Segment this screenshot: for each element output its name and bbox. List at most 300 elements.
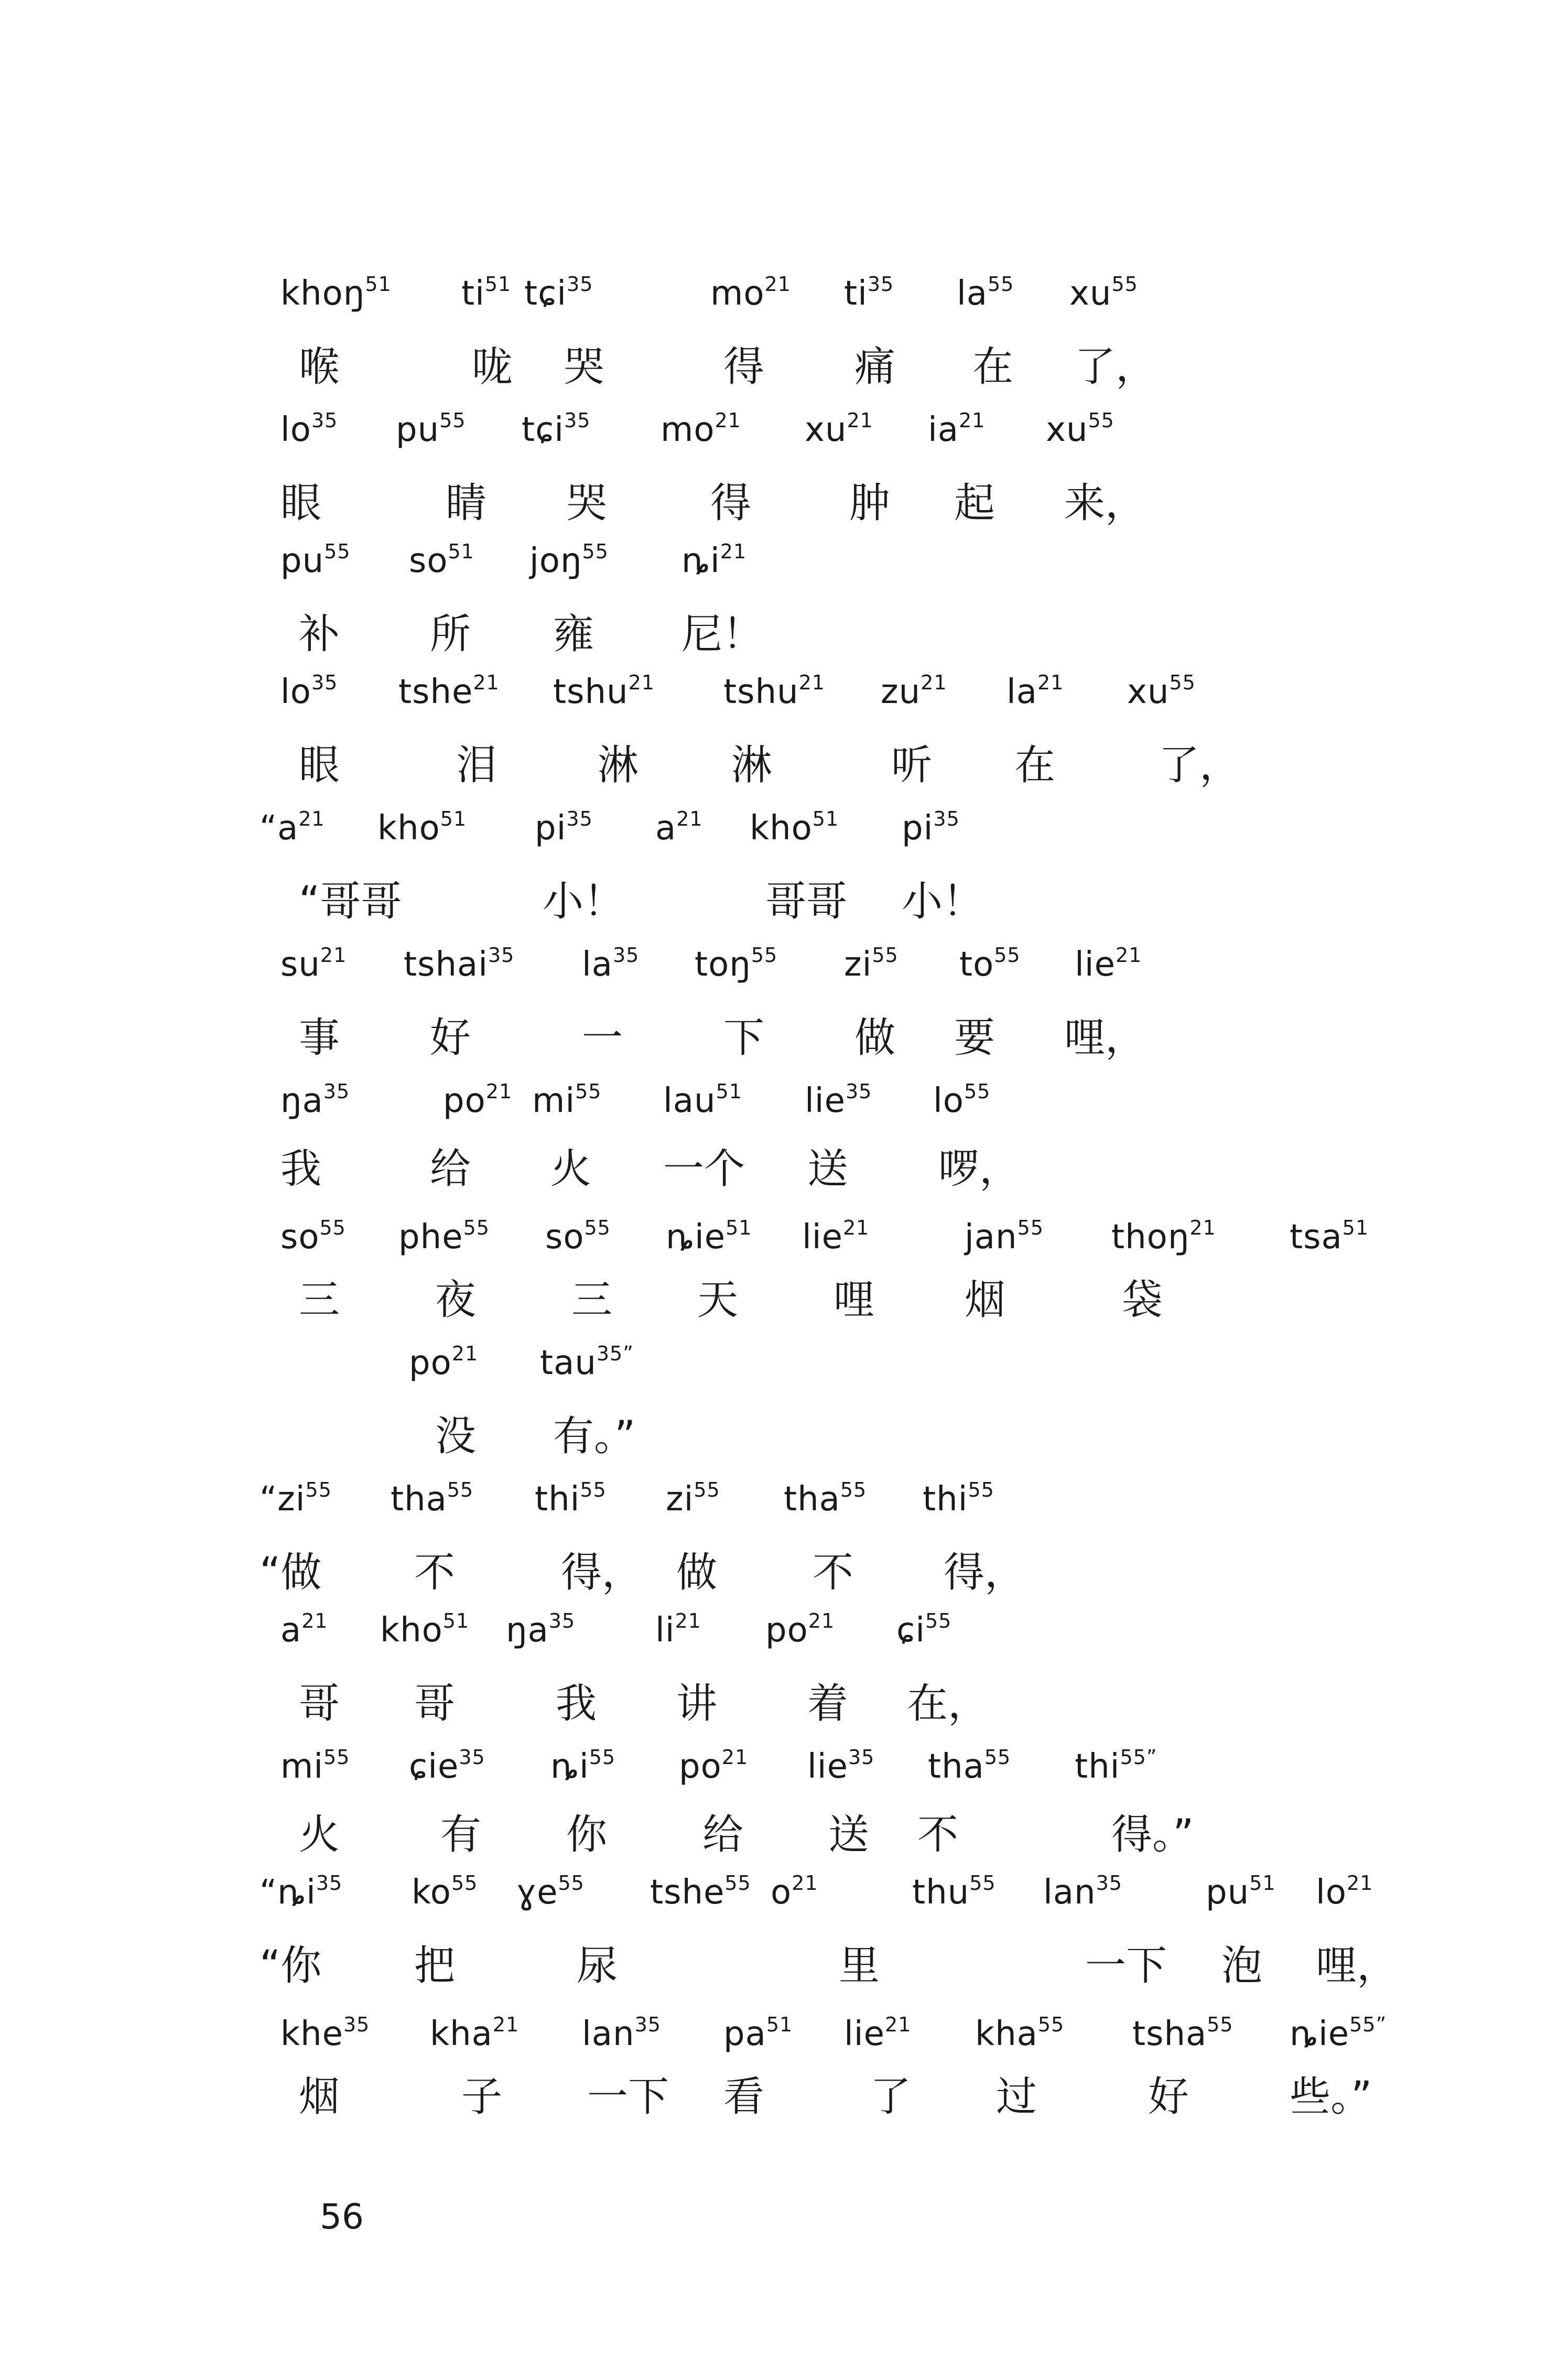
gloss-word: 里 bbox=[839, 1942, 880, 1989]
tone-number: 35 bbox=[343, 2013, 370, 2036]
tone-number: 35 bbox=[316, 1871, 343, 1895]
syllable bbox=[928, 1735, 1011, 1798]
tone-number: 35 bbox=[1096, 1871, 1122, 1895]
gloss-word: 啰， bbox=[938, 1145, 1021, 1193]
romanization-line bbox=[0, 398, 1558, 461]
tone-number: 21 bbox=[473, 671, 500, 694]
chinese-gloss-line bbox=[0, 870, 1558, 933]
gloss-word: 痛 bbox=[854, 343, 896, 391]
syllable bbox=[1075, 933, 1142, 996]
tone-number: 55 bbox=[968, 1478, 994, 1501]
gloss-word: 了， bbox=[1159, 742, 1241, 789]
syllable-text: po bbox=[443, 1081, 486, 1120]
gloss-word: 哩 bbox=[834, 1276, 875, 1324]
syllable-text: so bbox=[545, 1218, 585, 1257]
syllable-text: pi bbox=[535, 809, 567, 848]
syllable bbox=[409, 1332, 478, 1394]
gloss-word: 给 bbox=[430, 1145, 471, 1193]
gloss-word: 哩， bbox=[1064, 1014, 1146, 1062]
gloss-word: 些。” bbox=[1290, 2073, 1372, 2121]
syllable-text: kha bbox=[975, 2015, 1038, 2053]
syllable bbox=[1132, 2003, 1234, 2065]
syllable bbox=[655, 1599, 701, 1662]
syllable-text: mo bbox=[710, 274, 765, 313]
syllable bbox=[750, 797, 839, 860]
gloss-word: 不 bbox=[813, 1549, 854, 1596]
syllable bbox=[1127, 661, 1196, 723]
syllable-text: tshu bbox=[723, 673, 799, 711]
romanization-line bbox=[0, 1861, 1558, 1924]
chinese-gloss-line bbox=[0, 1672, 1558, 1735]
tone-number: 55 bbox=[1088, 409, 1115, 432]
syllable-text: thi bbox=[535, 1480, 580, 1519]
syllable-text: zi bbox=[666, 1480, 694, 1519]
gloss-word: 得 bbox=[723, 343, 765, 391]
gloss-word: “做 bbox=[259, 1549, 322, 1596]
syllable-text: ɕie bbox=[409, 1747, 459, 1786]
gloss-word: 过 bbox=[996, 2073, 1037, 2121]
gloss-word: 要 bbox=[954, 1014, 996, 1062]
gloss-word: 你 bbox=[566, 1811, 608, 1858]
syllable bbox=[280, 2003, 370, 2065]
syllable bbox=[280, 1069, 350, 1132]
gloss-word: 不 bbox=[917, 1811, 959, 1858]
gloss-word: 了， bbox=[1075, 343, 1157, 391]
syllable bbox=[1316, 1861, 1373, 1924]
syllable-text: la bbox=[1007, 673, 1037, 711]
gloss-word: 送 bbox=[807, 1145, 849, 1193]
gloss-word: 睛 bbox=[446, 480, 487, 527]
syllable bbox=[280, 1735, 350, 1798]
tone-number: 55” bbox=[1349, 2013, 1387, 2036]
syllable bbox=[957, 262, 1014, 325]
chinese-gloss-line bbox=[0, 1405, 1558, 1468]
syllable bbox=[881, 661, 947, 723]
syllable-text: la bbox=[582, 945, 613, 984]
tone-number: 35 bbox=[566, 807, 593, 830]
tone-number: 21 bbox=[1189, 1216, 1216, 1239]
tone-number: 55 bbox=[584, 1216, 611, 1239]
syllable bbox=[655, 797, 703, 860]
syllable bbox=[896, 1599, 951, 1662]
syllable bbox=[506, 1599, 575, 1662]
syllable bbox=[582, 2003, 661, 2065]
tone-number: 55 bbox=[575, 1080, 602, 1103]
gloss-word: 一个 bbox=[663, 1145, 745, 1193]
syllable bbox=[412, 1861, 478, 1924]
syllable-text: ȵi bbox=[550, 1747, 589, 1786]
chinese-gloss-line bbox=[0, 1138, 1558, 1200]
syllable bbox=[396, 398, 466, 461]
syllable-text: pu bbox=[280, 542, 324, 580]
syllable bbox=[443, 1069, 512, 1132]
gloss-word: 不 bbox=[414, 1549, 456, 1596]
syllable-text: mo bbox=[661, 410, 715, 449]
gloss-word: 小！ bbox=[902, 878, 984, 925]
gloss-word: 了 bbox=[870, 2073, 912, 2121]
syllable-text: xu bbox=[1127, 673, 1170, 711]
tone-number: 21 bbox=[628, 671, 655, 694]
tone-number: 21 bbox=[921, 671, 947, 694]
syllable bbox=[540, 1332, 634, 1394]
syllable-text: tha bbox=[784, 1480, 840, 1519]
romanization-line bbox=[0, 2003, 1558, 2065]
romanization-line bbox=[0, 1069, 1558, 1132]
syllable bbox=[681, 529, 746, 592]
tone-number: 55 bbox=[988, 273, 1014, 296]
gloss-word: 哩， bbox=[1316, 1942, 1398, 1989]
syllable bbox=[280, 933, 347, 996]
syllable-text: khoŋ bbox=[280, 274, 365, 313]
gloss-word: 起 bbox=[954, 480, 996, 527]
gloss-word: 得， bbox=[944, 1549, 1026, 1596]
tone-number: 35 bbox=[567, 273, 593, 296]
syllable-text: jan bbox=[965, 1218, 1018, 1257]
gloss-word: 得。” bbox=[1111, 1811, 1194, 1858]
gloss-word: 三 bbox=[571, 1276, 613, 1324]
syllable bbox=[723, 2003, 793, 2065]
gloss-word: 补 bbox=[299, 611, 340, 658]
syllable bbox=[679, 1735, 748, 1798]
tone-number: 55 bbox=[964, 1080, 991, 1103]
syllable-text: tshe bbox=[650, 1873, 725, 1912]
syllable-text: zi bbox=[844, 945, 872, 984]
tone-number: 35 bbox=[867, 273, 894, 296]
gloss-word: 喉 bbox=[299, 343, 340, 391]
chinese-gloss-line bbox=[0, 603, 1558, 666]
tone-number: 21 bbox=[1346, 1871, 1373, 1895]
syllable bbox=[784, 1468, 867, 1531]
gloss-word: 在 bbox=[972, 343, 1014, 391]
gloss-word: 看 bbox=[723, 2073, 765, 2121]
chinese-gloss-line bbox=[0, 734, 1558, 797]
syllable bbox=[975, 2003, 1064, 2065]
gloss-word: 泪 bbox=[456, 742, 497, 789]
syllable-text: lie bbox=[802, 1218, 843, 1257]
tone-number: 55 bbox=[1169, 671, 1196, 694]
syllable bbox=[430, 2003, 519, 2065]
syllable-text: so bbox=[280, 1218, 320, 1257]
syllable bbox=[765, 1599, 835, 1662]
syllable bbox=[666, 1206, 752, 1269]
romanization-line bbox=[0, 1735, 1558, 1798]
tone-number: 35 bbox=[548, 1609, 576, 1632]
syllable-text: pu bbox=[1206, 1873, 1250, 1912]
chinese-gloss-line bbox=[0, 472, 1558, 535]
tone-number: 21 bbox=[492, 2013, 520, 2036]
syllable-text: po bbox=[409, 1344, 452, 1382]
tone-number: 51 bbox=[448, 540, 474, 563]
syllable bbox=[461, 262, 511, 325]
romanization-line bbox=[0, 1599, 1558, 1662]
syllable-text: xu bbox=[805, 410, 847, 449]
syllable bbox=[933, 1069, 990, 1132]
syllable-text: tshai bbox=[404, 945, 488, 984]
chinese-gloss-line bbox=[0, 1007, 1558, 1069]
syllable-text: pi bbox=[902, 809, 934, 848]
tone-number: 55” bbox=[1120, 1746, 1157, 1769]
tone-number: 51 bbox=[442, 1609, 470, 1632]
tone-number: 35 bbox=[459, 1746, 485, 1769]
syllable-text: thu bbox=[912, 1873, 970, 1912]
syllable-text: joŋ bbox=[529, 542, 582, 580]
gloss-word: 得 bbox=[710, 480, 752, 527]
tone-number: 21 bbox=[798, 671, 825, 694]
chinese-gloss-line bbox=[0, 336, 1558, 398]
syllable-text: zu bbox=[881, 673, 921, 711]
gloss-word: 所 bbox=[430, 611, 471, 658]
syllable bbox=[723, 661, 825, 723]
syllable bbox=[802, 1206, 869, 1269]
tone-number: 51 bbox=[766, 2013, 793, 2036]
syllable-text: lo bbox=[1316, 1873, 1347, 1912]
gloss-word: 下 bbox=[723, 1014, 765, 1062]
gloss-word: 一下 bbox=[587, 2073, 669, 2121]
tone-number: 55 bbox=[323, 1746, 350, 1769]
syllable bbox=[1290, 1206, 1369, 1269]
tone-number: 55 bbox=[447, 1478, 474, 1501]
syllable-text: su bbox=[280, 945, 320, 984]
gloss-word: 夜 bbox=[435, 1276, 477, 1324]
tone-number: 55 bbox=[994, 944, 1021, 967]
gloss-word: 淋 bbox=[598, 742, 639, 789]
syllable-text: mi bbox=[532, 1081, 576, 1120]
tone-number: 55 bbox=[872, 944, 899, 967]
tone-number: 55 bbox=[694, 1478, 720, 1501]
syllable bbox=[398, 1206, 490, 1269]
syllable bbox=[259, 1468, 332, 1531]
gloss-word: 做 bbox=[854, 1014, 896, 1062]
syllable-text: toŋ bbox=[695, 945, 751, 984]
tone-number: 55 bbox=[580, 1478, 607, 1501]
syllable bbox=[391, 1468, 473, 1531]
tone-number: 55 bbox=[751, 944, 778, 967]
syllable-text: ɣe bbox=[516, 1873, 558, 1912]
gloss-word: 来， bbox=[1064, 480, 1146, 527]
tone-number: 35 bbox=[311, 409, 338, 432]
syllable-text: tɕi bbox=[524, 274, 567, 313]
romanization-line bbox=[0, 529, 1558, 592]
syllable-text: la bbox=[957, 274, 988, 313]
tone-number: 21 bbox=[451, 1342, 479, 1365]
gloss-word: 哥哥 bbox=[765, 878, 848, 925]
syllable-text: tɕi bbox=[522, 410, 565, 449]
syllable-text: “a bbox=[259, 809, 299, 848]
gloss-word: 哭 bbox=[564, 343, 605, 391]
syllable-text: po bbox=[765, 1611, 808, 1650]
tone-number: 55 bbox=[319, 1216, 346, 1239]
syllable-text: li bbox=[655, 1611, 675, 1650]
syllable-text: mi bbox=[280, 1747, 324, 1786]
gloss-word: 好 bbox=[1148, 2073, 1189, 2121]
tone-number: 55 bbox=[984, 1746, 1011, 1769]
chinese-gloss-line bbox=[0, 1803, 1558, 1866]
tone-number: 35 bbox=[613, 944, 640, 967]
syllable bbox=[666, 1468, 720, 1531]
syllable bbox=[661, 398, 741, 461]
gloss-word: 烟 bbox=[299, 2073, 340, 2121]
syllable-text: lau bbox=[663, 1081, 716, 1120]
tone-number: 55 bbox=[1037, 2013, 1065, 2036]
gloss-word: 在 bbox=[1014, 742, 1056, 789]
syllable bbox=[398, 661, 500, 723]
syllable bbox=[582, 933, 639, 996]
syllable bbox=[377, 797, 467, 860]
syllable-text: to bbox=[959, 945, 994, 984]
gloss-word: 着 bbox=[807, 1680, 849, 1727]
tone-number: 35 bbox=[311, 671, 338, 694]
tone-number: 35 bbox=[933, 807, 960, 830]
syllable-text: ŋa bbox=[280, 1081, 323, 1120]
syllable bbox=[1075, 1735, 1157, 1798]
tone-number: 21 bbox=[675, 1609, 701, 1632]
syllable bbox=[380, 1599, 469, 1662]
syllable-text: o bbox=[771, 1873, 792, 1912]
syllable bbox=[1111, 1206, 1216, 1269]
tone-number: 21 bbox=[298, 807, 325, 830]
syllable bbox=[923, 1468, 994, 1531]
syllable bbox=[959, 933, 1021, 996]
syllable bbox=[805, 1069, 872, 1132]
syllable-text: lie bbox=[807, 1747, 848, 1786]
tone-number: 21 bbox=[715, 409, 741, 432]
syllable bbox=[1206, 1861, 1276, 1924]
syllable-text: “ȵi bbox=[259, 1873, 316, 1912]
gloss-word: 我 bbox=[280, 1145, 322, 1193]
gloss-word: 做 bbox=[676, 1549, 718, 1596]
syllable-text: tha bbox=[928, 1747, 984, 1786]
tone-number: 21 bbox=[720, 540, 747, 563]
gloss-word: 我 bbox=[556, 1680, 597, 1727]
gloss-word: 火 bbox=[550, 1145, 592, 1193]
syllable bbox=[965, 1206, 1044, 1269]
syllable-text: tsa bbox=[1290, 1218, 1343, 1257]
gloss-word: “你 bbox=[259, 1942, 322, 1989]
romanization-line bbox=[0, 933, 1558, 996]
gloss-word: 讲 bbox=[676, 1680, 718, 1727]
chinese-gloss-line bbox=[0, 1269, 1558, 1332]
tone-number: 35 bbox=[634, 2013, 661, 2036]
tone-number: 55 bbox=[969, 1871, 996, 1895]
gloss-word: 小！ bbox=[543, 878, 625, 925]
tone-number: 51 bbox=[365, 273, 392, 296]
syllable bbox=[535, 797, 593, 860]
tone-number: 55 bbox=[324, 540, 351, 563]
tone-number: 35 bbox=[323, 1080, 350, 1103]
syllable-text: lo bbox=[280, 410, 311, 449]
syllable-text: a bbox=[655, 809, 677, 848]
syllable-text: lo bbox=[933, 1081, 964, 1120]
syllable bbox=[771, 1861, 818, 1924]
tone-number: 55 bbox=[1111, 273, 1138, 296]
syllable-text: lie bbox=[844, 2015, 885, 2053]
syllable bbox=[404, 933, 514, 996]
syllable-text: lo bbox=[280, 673, 311, 711]
syllable-text: a bbox=[280, 1611, 302, 1650]
gloss-word: 眼 bbox=[280, 480, 322, 527]
tone-number: 55 bbox=[463, 1216, 490, 1239]
chinese-gloss-line bbox=[0, 1934, 1558, 1997]
syllable bbox=[805, 398, 873, 461]
gloss-word: 哥 bbox=[299, 1680, 340, 1727]
syllable-text: xu bbox=[1069, 274, 1112, 313]
tone-number: 35 bbox=[488, 944, 515, 967]
syllable-text: ko bbox=[412, 1873, 451, 1912]
tone-number: 35 bbox=[848, 1746, 875, 1769]
syllable-text: pu bbox=[396, 410, 440, 449]
tone-number: 51 bbox=[1342, 1216, 1369, 1239]
syllable bbox=[1043, 1861, 1122, 1924]
syllable bbox=[553, 661, 655, 723]
tone-number: 21 bbox=[1115, 944, 1142, 967]
syllable bbox=[516, 1861, 585, 1924]
tone-number: 51 bbox=[716, 1080, 742, 1103]
gloss-word: 烟 bbox=[965, 1276, 1006, 1324]
romanization-line bbox=[0, 797, 1558, 860]
gloss-word: 哭 bbox=[566, 480, 608, 527]
gloss-word: 把 bbox=[414, 1942, 456, 1989]
syllable-text: kha bbox=[430, 2015, 493, 2053]
syllable-text: thi bbox=[1075, 1747, 1120, 1786]
tone-number: 35 bbox=[564, 409, 591, 432]
gloss-word: 泡 bbox=[1221, 1942, 1263, 1989]
syllable bbox=[844, 262, 894, 325]
gloss-word: 在， bbox=[907, 1680, 989, 1727]
tone-number: 55 bbox=[724, 1871, 751, 1895]
tone-number: 55 bbox=[558, 1871, 585, 1895]
tone-number: 21 bbox=[959, 409, 986, 432]
tone-number: 21 bbox=[485, 1080, 513, 1103]
syllable bbox=[710, 262, 791, 325]
tone-number: 55 bbox=[1207, 2013, 1234, 2036]
tone-number: 55 bbox=[840, 1478, 867, 1501]
syllable-text: ŋa bbox=[506, 1611, 549, 1650]
gloss-word: 天 bbox=[697, 1276, 739, 1324]
romanization-line bbox=[0, 1206, 1558, 1269]
gloss-word: 肿 bbox=[849, 480, 891, 527]
syllable-text: po bbox=[679, 1747, 722, 1786]
tone-number: 21 bbox=[847, 409, 873, 432]
syllable bbox=[280, 398, 338, 461]
syllable bbox=[1290, 2003, 1387, 2065]
gloss-word: 尼！ bbox=[681, 611, 764, 658]
syllable-text: thoŋ bbox=[1111, 1218, 1190, 1257]
romanization-line bbox=[0, 1468, 1558, 1531]
syllable bbox=[550, 1735, 615, 1798]
syllable-text: xu bbox=[1046, 410, 1088, 449]
gloss-word: 雍 bbox=[553, 611, 594, 658]
tone-number: 21 bbox=[301, 1609, 328, 1632]
syllable bbox=[807, 1735, 874, 1798]
tone-number: 51 bbox=[812, 807, 839, 830]
syllable bbox=[409, 529, 474, 592]
syllable bbox=[902, 797, 960, 860]
syllable-text: ȵie bbox=[666, 1218, 726, 1257]
page-number: 56 bbox=[320, 2197, 364, 2237]
tone-number: 21 bbox=[884, 2013, 912, 2036]
syllable bbox=[912, 1861, 996, 1924]
tone-number: 55 bbox=[1017, 1216, 1044, 1239]
tone-number: 35 bbox=[845, 1080, 872, 1103]
syllable bbox=[280, 262, 392, 325]
gloss-word: 给 bbox=[702, 1811, 744, 1858]
syllable-text: ia bbox=[928, 410, 959, 449]
tone-number: 21 bbox=[320, 944, 347, 967]
romanization-line bbox=[0, 661, 1558, 723]
tone-number: 55 bbox=[439, 409, 466, 432]
tone-number: 51 bbox=[484, 273, 512, 296]
gloss-word: 有 bbox=[440, 1811, 482, 1858]
